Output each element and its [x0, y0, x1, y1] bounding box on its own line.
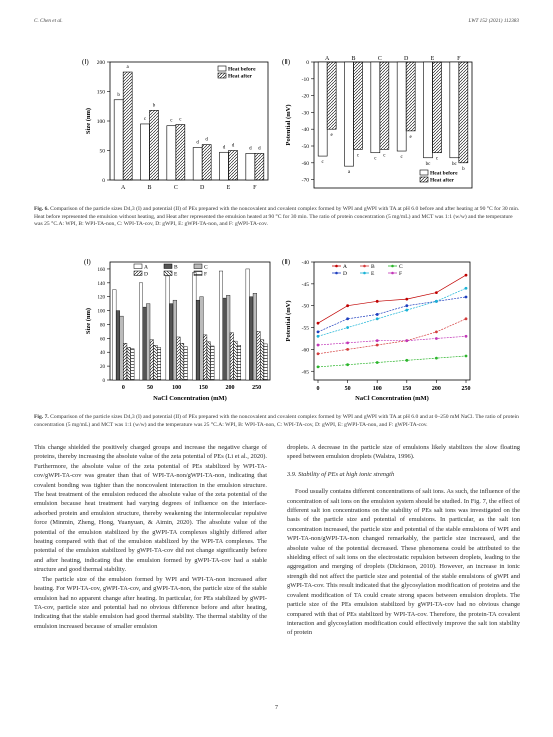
bar-heat-after — [354, 62, 363, 149]
series-line-E — [318, 288, 466, 336]
y-tick-label: -60 — [301, 347, 309, 354]
legend-swatch — [134, 264, 142, 269]
significance-letter: d — [258, 146, 261, 152]
bar-heat-before — [220, 152, 229, 180]
legend-swatch — [134, 271, 142, 276]
y-tick-label: 20 — [100, 365, 105, 371]
y-tick-label: -20 — [301, 93, 309, 100]
y-tick-label: 200 — [96, 60, 105, 66]
x-tick-label: 100 — [172, 385, 182, 391]
bar-series-C — [120, 316, 124, 380]
legend-label: E — [174, 271, 178, 278]
plot-frame — [314, 262, 470, 380]
plot-frame — [110, 62, 268, 180]
bar-series-F — [157, 347, 161, 380]
bar-series-D — [150, 340, 154, 380]
data-point-F — [405, 339, 408, 342]
bar-heat-after — [406, 62, 415, 131]
significance-letter: a — [347, 170, 351, 176]
significance-letter: b — [117, 92, 120, 98]
data-point-C — [346, 363, 349, 366]
bar-heat-before — [246, 153, 255, 180]
series-line-A — [318, 275, 466, 323]
data-point-E — [465, 287, 468, 290]
y-tick-label: -40 — [301, 260, 309, 266]
x-tick-label: C — [377, 56, 382, 62]
section-title: 3.9. Stability of PEs at high ionic strength — [287, 470, 395, 478]
bar-series-B — [169, 304, 173, 380]
data-point-D — [376, 313, 379, 316]
legend-label: E — [371, 271, 375, 277]
bar-heat-before — [167, 126, 176, 180]
right-column — [287, 443, 520, 638]
data-point-C — [405, 359, 408, 362]
bar-series-F — [131, 349, 135, 380]
bar-series-A — [166, 276, 170, 380]
data-point-F — [317, 344, 320, 347]
bar-heat-after — [150, 110, 159, 180]
bar-heat-before — [193, 148, 202, 180]
bar-series-D — [123, 343, 127, 380]
bar-series-E — [234, 341, 238, 380]
data-point-E — [405, 309, 408, 312]
y-tick-label: -10 — [301, 76, 309, 83]
fig7-potential-chart — [280, 252, 476, 410]
bar-heat-before — [424, 62, 433, 158]
x-tick-label: 200 — [225, 385, 235, 391]
significance-letter: c — [170, 118, 173, 124]
y-tick-label: 150 — [96, 89, 105, 96]
bar-series-A — [219, 271, 223, 380]
panel-label: (Ⅰ) — [82, 58, 89, 66]
x-tick-label: 50 — [147, 385, 153, 391]
bar-series-D — [257, 331, 261, 380]
bar-series-A — [113, 290, 117, 380]
data-point-C — [317, 365, 320, 368]
legend-marker — [363, 272, 366, 275]
panel-label: (Ⅱ) — [282, 58, 291, 66]
y-tick-label: 50 — [99, 148, 105, 155]
bar-series-E — [260, 340, 264, 380]
significance-letter: a — [126, 65, 129, 71]
paragraph: Food usually contains different concentrations of salt ions. As such, the influence of the concentration of salt ions on the emulsion system should be studied. In Fig. 7, the effect of different salt ion concentrations on the stability of PEs salt ions was investigated on the basis of the particle size and potential of emulsions. In particular, as the salt ion concentration increased, the particle size and potential of the stable emulsions of WPI and WPI-TA-non/gWPI-TA-non changed remarkably, the particle size increased, and the absolute value of the potential decreased. These phenomena could be attributed to the shielding effect of salt ions on the electrostatic repulsion between droplets, leading to the aggregation and merging of droplets (Dickinson, 2010). However, an increase in ionic strength did not affect the particle size and potential of the stable emulsions of gWPI and gWPI-TA-cov. This result indicated that the glycosylation modification of proteins and the covalent modification of TA could create strong spaces between emulsion droplets. The particle size of the PEs emulsion stabilized by gWPI-TA-cov had no obvious change compared with that of PEs stabilized by WPI-TA-cov. Therefore, the protein-TA covalent interaction and glycosylation modification could effectively improve the salt ion stability of protein — [287, 488, 520, 637]
paragraph: droplets. A decrease in the particle size of emulsions likely stabilizes the slow floating speed between emulsion droplets (Walstra, 1996). — [287, 444, 520, 461]
series-line-F — [318, 336, 466, 345]
data-point-F — [435, 337, 438, 340]
significance-letter: d — [231, 143, 235, 149]
fig6-potential-chart — [280, 52, 480, 202]
bar-series-C — [226, 295, 230, 380]
bar-series-E — [180, 343, 184, 380]
bar-series-A — [246, 269, 250, 380]
legend-marker — [391, 272, 394, 275]
bar-heat-before — [450, 62, 459, 158]
legend-label: Heat before — [430, 170, 458, 177]
legend-label: F — [204, 271, 208, 278]
x-tick-label: A — [324, 56, 330, 62]
panel-label: (Ⅰ) — [84, 258, 91, 266]
y-tick-label: 120 — [97, 295, 105, 301]
plot-frame — [314, 62, 472, 188]
legend-label: A — [144, 264, 148, 271]
bar-series-E — [127, 347, 131, 380]
legend-swatch — [164, 264, 172, 269]
bar-series-B — [249, 297, 253, 380]
data-point-E — [346, 326, 349, 329]
data-point-F — [465, 335, 468, 338]
x-tick-label: 50 — [344, 386, 351, 392]
legend-marker — [335, 265, 338, 268]
y-tick-label: 140 — [97, 281, 105, 287]
x-tick-label: 200 — [431, 386, 441, 392]
x-tick-label: E — [226, 185, 231, 191]
bar-heat-after — [229, 151, 238, 181]
significance-letter: c — [383, 153, 386, 159]
y-tick-label: 0 — [306, 60, 309, 66]
data-point-E — [317, 335, 320, 338]
fig6-size-chart — [78, 52, 278, 202]
x-axis-label: NaCl Concentration (mM) — [355, 395, 429, 402]
y-tick-label: 80 — [100, 323, 105, 329]
bar-series-C — [146, 304, 150, 380]
legend-label: D — [144, 271, 148, 278]
data-point-D — [405, 304, 408, 307]
bar-heat-after — [459, 62, 468, 163]
series-line-D — [318, 297, 466, 332]
data-point-B — [376, 344, 379, 347]
fig6-caption: Fig. 6. Comparison of the particle sizes D4,3 (I) and potential (II) of PEs prepared with the noncovalent and covalent complex formed by WPI and gWPI with TA at pH 6.0 before and after heating at 90 °C for 30 min. Heat before represented the emulsion without heating, and Heat after represented the emulsion heated at 90 °C for 30 min. The ratio of protein concentration (5 mg/mL) and MCT was 1:1 (w/w) and the temperature was 25 °C.A: WPI, B: WPI-TA-non, C: WPI-TA-cov, D: gWPI, E: gWPI-TA-non, and F: gWPI-TA-cov. — [34, 206, 520, 228]
fig7-caption: Fig. 7. Comparison of the particle sizes D4,3 (I) and potential (II) of PEs prepared with the noncovalent and covalent complex formed by WPI and gWPI with TA at pH 6.0 and at 0–250 mM NaCl. The ratio of protein concentration (5 mg/mL) and MCT was 1:1 (w/w) and the temperature was 25 °C.A: WPI, B: WPI-TA-non, C: WPI-TA-cov, D: gWPI, E: gWPI-TA-non, and F: gWPI-TA-cov. — [34, 414, 519, 428]
significance-letter: bc — [425, 161, 431, 167]
significance-letter: e — [409, 134, 412, 140]
significance-letter: b — [462, 166, 465, 172]
bar-series-A — [139, 283, 143, 380]
significance-letter: c — [374, 156, 377, 162]
y-tick-label: -50 — [301, 303, 309, 310]
y-tick-label: 60 — [100, 337, 105, 343]
y-tick-label: -30 — [301, 110, 309, 117]
y-tick-label: -45 — [301, 281, 309, 288]
bar-heat-after — [123, 72, 132, 180]
bar-series-D — [230, 333, 234, 380]
y-tick-label: 160 — [97, 267, 105, 273]
y-axis-label: Potential (mV) — [285, 104, 292, 146]
bar-series-F — [237, 345, 241, 380]
data-point-A — [405, 298, 408, 301]
significance-letter: c — [356, 153, 360, 159]
significance-letter: c — [435, 156, 439, 162]
x-tick-label: D — [199, 185, 205, 191]
bar-series-F — [264, 344, 268, 380]
paragraph: This change shielded the positively charged groups and increase the negative charge of proteins, thereby increasing the absolute value of the zeta potential of PEs (Li et al., 2020). Furthermore, the absolute value of the zeta potential of PEs stabilized by WPI-TA-cov/gWPI-TA-cov was greater than that of WPI-TA-non/gWPI-TA-non, indicating that covalent bonding was tighter than the noncovalent interaction in the emulsion structure. The heat treatment of the emulsion reduced the absolute value of the zeta potential of the emulsion because heat treatment had varying degrees of influence on the interface-adsorbed protein and emulsion structure, thereby weakening the intermolecular repulsive force (Minmin, Zheng, Hong, Yuanyuan, & Aimin, 2020). The absolute value of the potential of the emulsion stabilized by the gWPI-TA complexes slightly differed after heating compared with that of the emulsion stabilized by the WPI-TA complexes. The potential of the emulsion stabilized by gWPI-TA-cov did not change significantly before and after heating, indicating that the emulsion formed by gWPI-TA-cov had a stable structure and good thermal stability. — [34, 444, 267, 574]
x-tick-label: 150 — [402, 386, 412, 392]
x-tick-label: 250 — [461, 386, 471, 392]
significance-letter: bc — [451, 161, 457, 167]
page-number: 7 — [275, 705, 278, 711]
legend-label: B — [371, 264, 375, 270]
bar-heat-before — [397, 62, 406, 151]
x-tick-label: 250 — [252, 385, 262, 391]
data-point-E — [435, 300, 438, 303]
x-tick-label: D — [403, 56, 409, 62]
data-point-A — [317, 322, 320, 325]
x-tick-label: 100 — [372, 386, 382, 392]
significance-letter: c — [143, 116, 147, 122]
significance-letter: d — [205, 137, 208, 143]
y-axis-label: Potential (mV) — [285, 300, 292, 342]
legend-label: Heat before — [228, 66, 256, 73]
data-point-A — [435, 291, 438, 294]
x-tick-label: 0 — [316, 386, 320, 392]
bar-series-B — [143, 307, 147, 380]
y-tick-label: -70 — [301, 177, 309, 184]
legend-label: Heat after — [228, 73, 252, 80]
bar-series-C — [253, 293, 257, 380]
running-author: C. Chen et al. — [34, 18, 63, 24]
y-tick-label: 40 — [100, 351, 105, 357]
legend-swatch — [420, 177, 428, 182]
legend-swatch — [218, 66, 226, 71]
significance-letter: e — [330, 133, 333, 139]
legend-label: C — [399, 264, 403, 270]
legend-label: C — [204, 264, 208, 271]
legend-label: F — [399, 271, 403, 277]
data-point-B — [465, 317, 468, 320]
legend-marker — [391, 265, 394, 268]
significance-letter: c — [179, 117, 182, 123]
y-tick-label: -60 — [301, 160, 309, 167]
bar-series-F — [184, 347, 188, 380]
x-tick-label: F — [457, 56, 461, 62]
y-axis-label: Size (nm) — [85, 307, 92, 335]
bar-series-D — [203, 335, 207, 380]
x-tick-label: F — [253, 185, 257, 191]
significance-letter: d — [249, 146, 252, 152]
bar-heat-before — [318, 62, 327, 156]
bar-series-B — [116, 311, 120, 380]
data-point-D — [346, 317, 349, 320]
bar-series-C — [173, 300, 177, 380]
bar-series-B — [223, 298, 227, 380]
running-journal: LWT 152 (2021) 112383 — [468, 18, 519, 24]
bar-series-E — [207, 342, 211, 380]
bar-series-B — [196, 300, 200, 380]
bar-heat-after — [433, 62, 442, 153]
significance-letter: d — [196, 140, 199, 146]
data-point-B — [435, 331, 438, 334]
data-point-F — [346, 341, 349, 344]
bar-series-C — [200, 297, 204, 380]
legend-label: A — [343, 264, 347, 270]
significance-letter: b — [152, 103, 156, 109]
bar-heat-before — [141, 124, 150, 180]
x-tick-label: A — [120, 185, 126, 191]
bar-heat-after — [380, 62, 389, 149]
data-point-D — [317, 331, 320, 334]
panel-label: (Ⅱ) — [282, 258, 291, 266]
y-tick-label: 0 — [102, 178, 105, 184]
legend-swatch — [218, 73, 226, 78]
legend-label: D — [343, 271, 347, 277]
bar-heat-after — [176, 125, 185, 180]
significance-letter: c — [321, 160, 324, 166]
x-tick-label: 150 — [198, 385, 208, 391]
x-tick-label: B — [147, 185, 152, 191]
legend-swatch — [194, 264, 202, 269]
y-tick-label: 100 — [97, 309, 105, 315]
legend-swatch — [194, 271, 202, 276]
significance-letter: d — [222, 145, 226, 151]
data-point-B — [317, 352, 320, 355]
fig7-size-chart — [82, 252, 278, 410]
data-point-F — [376, 339, 379, 342]
bar-heat-after — [202, 145, 211, 180]
data-point-D — [465, 296, 468, 299]
bar-series-D — [177, 337, 181, 380]
legend-swatch — [420, 170, 428, 175]
x-tick-label: 0 — [121, 385, 125, 391]
x-axis-label: NaCl Concentration (mM) — [153, 395, 227, 402]
data-point-C — [465, 355, 468, 358]
paragraph: The particle size of the emulsion formed by WPI and WPI-TA-non increased after heating. For WPI-TA-cov, gWPI-TA-cov, and gWPI-TA-non, the particle size of the stable emulsion had no apparent change after heating. In particular, for PEs stabilized by gWPI-TA-cov, particle size and potential had no obvious difference before and after heating, indicating that the stable emulsion had good thermal stability. The thermal stability of the emulsion increased because of smaller emulsion — [34, 575, 267, 630]
bar-heat-after — [255, 153, 264, 180]
data-point-A — [376, 300, 379, 303]
significance-letter: c — [400, 155, 403, 161]
y-tick-label: -40 — [301, 127, 309, 134]
series-line-B — [318, 319, 466, 354]
data-point-B — [346, 348, 349, 351]
bar-heat-before — [345, 62, 354, 166]
data-point-E — [376, 317, 379, 320]
bar-heat-before — [114, 100, 123, 180]
data-point-C — [435, 357, 438, 360]
bar-series-A — [193, 272, 197, 380]
legend-label: B — [174, 264, 178, 271]
x-tick-label: E — [430, 56, 435, 62]
y-tick-label: -55 — [301, 325, 309, 332]
series-line-C — [318, 356, 466, 367]
bar-series-F — [211, 346, 215, 380]
legend-marker — [363, 265, 366, 268]
y-tick-label: 100 — [96, 119, 105, 125]
y-axis-label: Size (nm) — [85, 107, 92, 135]
y-tick-label: -50 — [301, 144, 309, 150]
bar-series-E — [154, 345, 158, 380]
legend-label: Heat after — [430, 177, 454, 184]
data-point-A — [346, 304, 349, 307]
bar-heat-before — [371, 62, 380, 153]
x-tick-label: C — [173, 185, 178, 191]
data-point-A — [465, 274, 468, 277]
y-tick-label: -65 — [301, 369, 309, 376]
y-tick-label: 0 — [102, 379, 105, 384]
x-tick-label: B — [351, 56, 356, 62]
legend-swatch — [164, 271, 172, 276]
left-column — [34, 443, 267, 631]
legend-marker — [335, 272, 338, 275]
data-point-C — [376, 361, 379, 364]
bar-heat-after — [327, 62, 336, 129]
